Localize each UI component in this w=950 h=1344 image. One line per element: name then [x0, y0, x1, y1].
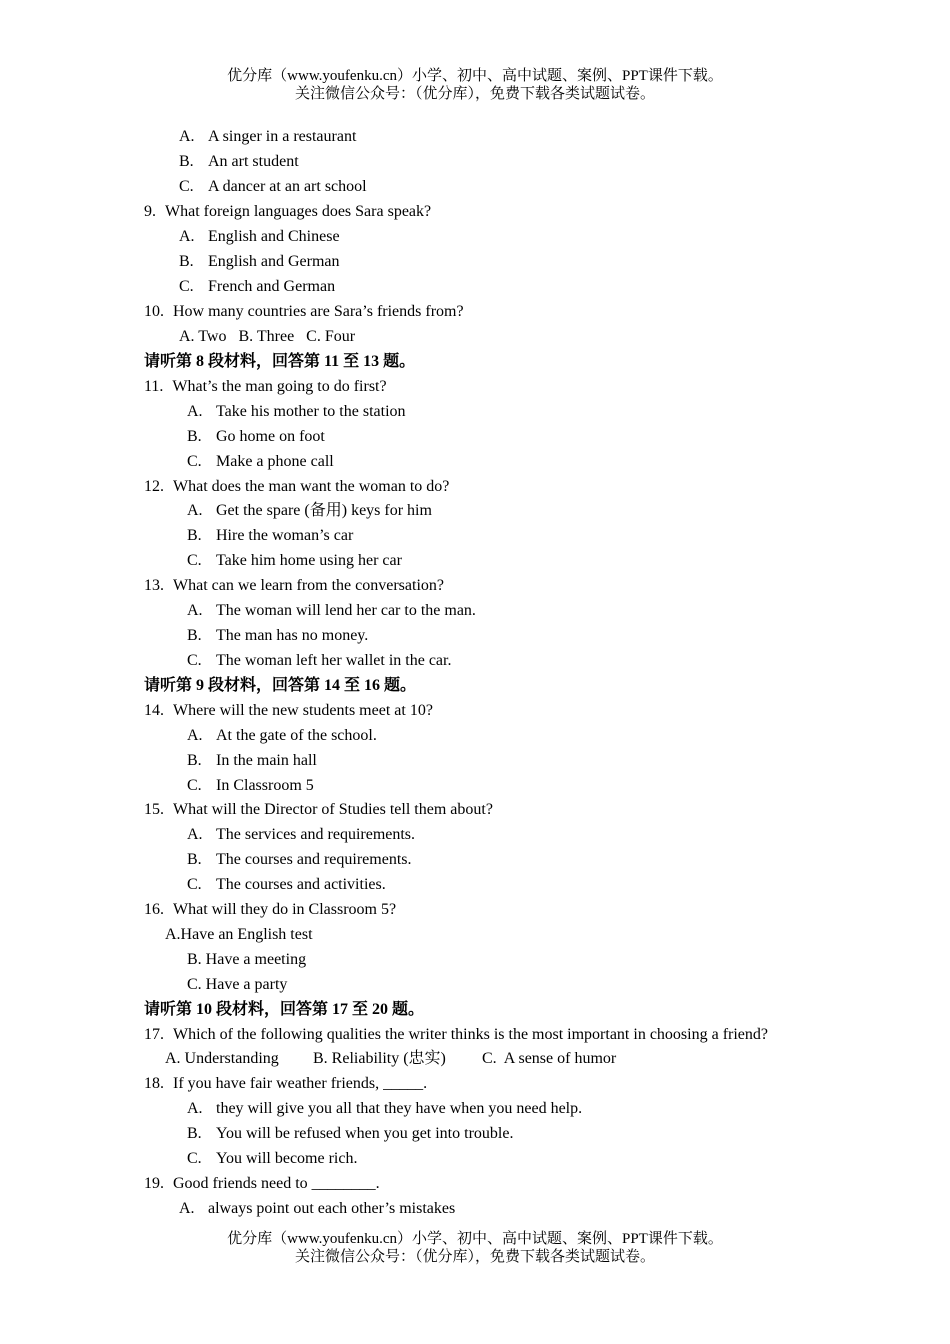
page-header-line-2: 关注微信公众号：（优分库），免费下载各类试题试卷。: [294, 86, 655, 102]
q12-option-b: B. Hire the woman’s car: [187, 527, 354, 544]
q15-option-c: C. The courses and activities.: [187, 876, 386, 893]
question-12: 12. What does the man want the woman to do?: [144, 478, 450, 495]
question-18: 18. If you have fair weather friends, _____.: [144, 1075, 428, 1092]
q8-option-c: C. A dancer at an art school: [179, 178, 367, 195]
q14-option-b: B. In the main hall: [187, 752, 317, 769]
q13-option-b: B. The man has no money.: [187, 627, 369, 644]
question-11: 11. What’s the man going to do first?: [144, 378, 387, 395]
question-13: 13. What can we learn from the conversation?: [144, 577, 444, 594]
q17-option-a: A. Understanding: [165, 1050, 279, 1067]
q18-option-b: B. You will be refused when you get into trouble.: [187, 1125, 514, 1142]
q17-option-c: C. A sense of humor: [482, 1050, 617, 1067]
section-9-heading: 请听第 9 段材料，回答第 14 至 16 题。: [144, 677, 417, 694]
q18-option-a: A. they will give you all that they have when you need help.: [187, 1100, 583, 1117]
question-14: 14. Where will the new students meet at 10?: [144, 702, 433, 719]
q17-option-b: B. Reliability (忠实): [313, 1050, 446, 1067]
q16-option-c: C. Have a party: [187, 976, 288, 993]
q8-option-a: A. A singer in a restaurant: [179, 128, 357, 145]
q11-option-a: A. Take his mother to the station: [187, 403, 406, 420]
section-10-heading: 请听第 10 段材料，回答第 17 至 20 题。: [144, 1001, 425, 1018]
section-8-heading: 请听第 8 段材料，回答第 11 至 13 题。: [144, 353, 416, 370]
q11-option-c: C. Make a phone call: [187, 453, 334, 470]
question-10: 10. How many countries are Sara’s friends from?: [144, 303, 464, 320]
q15-option-b: B. The courses and requirements.: [187, 851, 412, 868]
q8-option-b: B. An art student: [179, 153, 299, 170]
question-9: 9. What foreign languages does Sara speak?: [144, 203, 432, 220]
q9-option-a: A. English and Chinese: [179, 228, 340, 245]
page-header-line-1: 优分库（www.youfenku.cn）小学、初中、高中试题、案例、PPT课件下载。: [227, 68, 723, 84]
page-footer-line-1: 优分库（www.youfenku.cn）小学、初中、高中试题、案例、PPT课件下载。: [227, 1231, 723, 1247]
q15-option-a: A. The services and requirements.: [187, 826, 416, 843]
q11-option-b: B. Go home on foot: [187, 428, 325, 445]
question-19: 19. Good friends need to ________.: [144, 1175, 380, 1192]
question-15: 15. What will the Director of Studies tell them about?: [144, 801, 493, 818]
q19-option-a: A. always point out each other’s mistakes: [179, 1200, 456, 1217]
q16-option-a: A.Have an English test: [165, 926, 313, 943]
q18-option-c: C. You will become rich.: [187, 1150, 358, 1167]
q14-option-c: C. In Classroom 5: [187, 777, 314, 794]
q13-option-c: C. The woman left her wallet in the car.: [187, 652, 452, 669]
q12-option-a: A. Get the spare (备用) keys for him: [187, 502, 432, 519]
question-17: 17. Which of the following qualities the writer thinks is the most important in choosing a friend?: [144, 1026, 768, 1043]
q10-options: A. Two B. Three C. Four: [179, 328, 356, 345]
q12-option-c: C. Take him home using her car: [187, 552, 402, 569]
q14-option-a: A. At the gate of the school.: [187, 727, 377, 744]
q9-option-c: C. French and German: [179, 278, 336, 295]
q16-option-b: B. Have a meeting: [187, 951, 307, 968]
page-footer-line-2: 关注微信公众号：（优分库），免费下载各类试题试卷。: [294, 1249, 655, 1265]
q13-option-a: A. The woman will lend her car to the man.: [187, 602, 476, 619]
question-16: 16. What will they do in Classroom 5?: [144, 901, 397, 918]
q9-option-b: B. English and German: [179, 253, 340, 270]
